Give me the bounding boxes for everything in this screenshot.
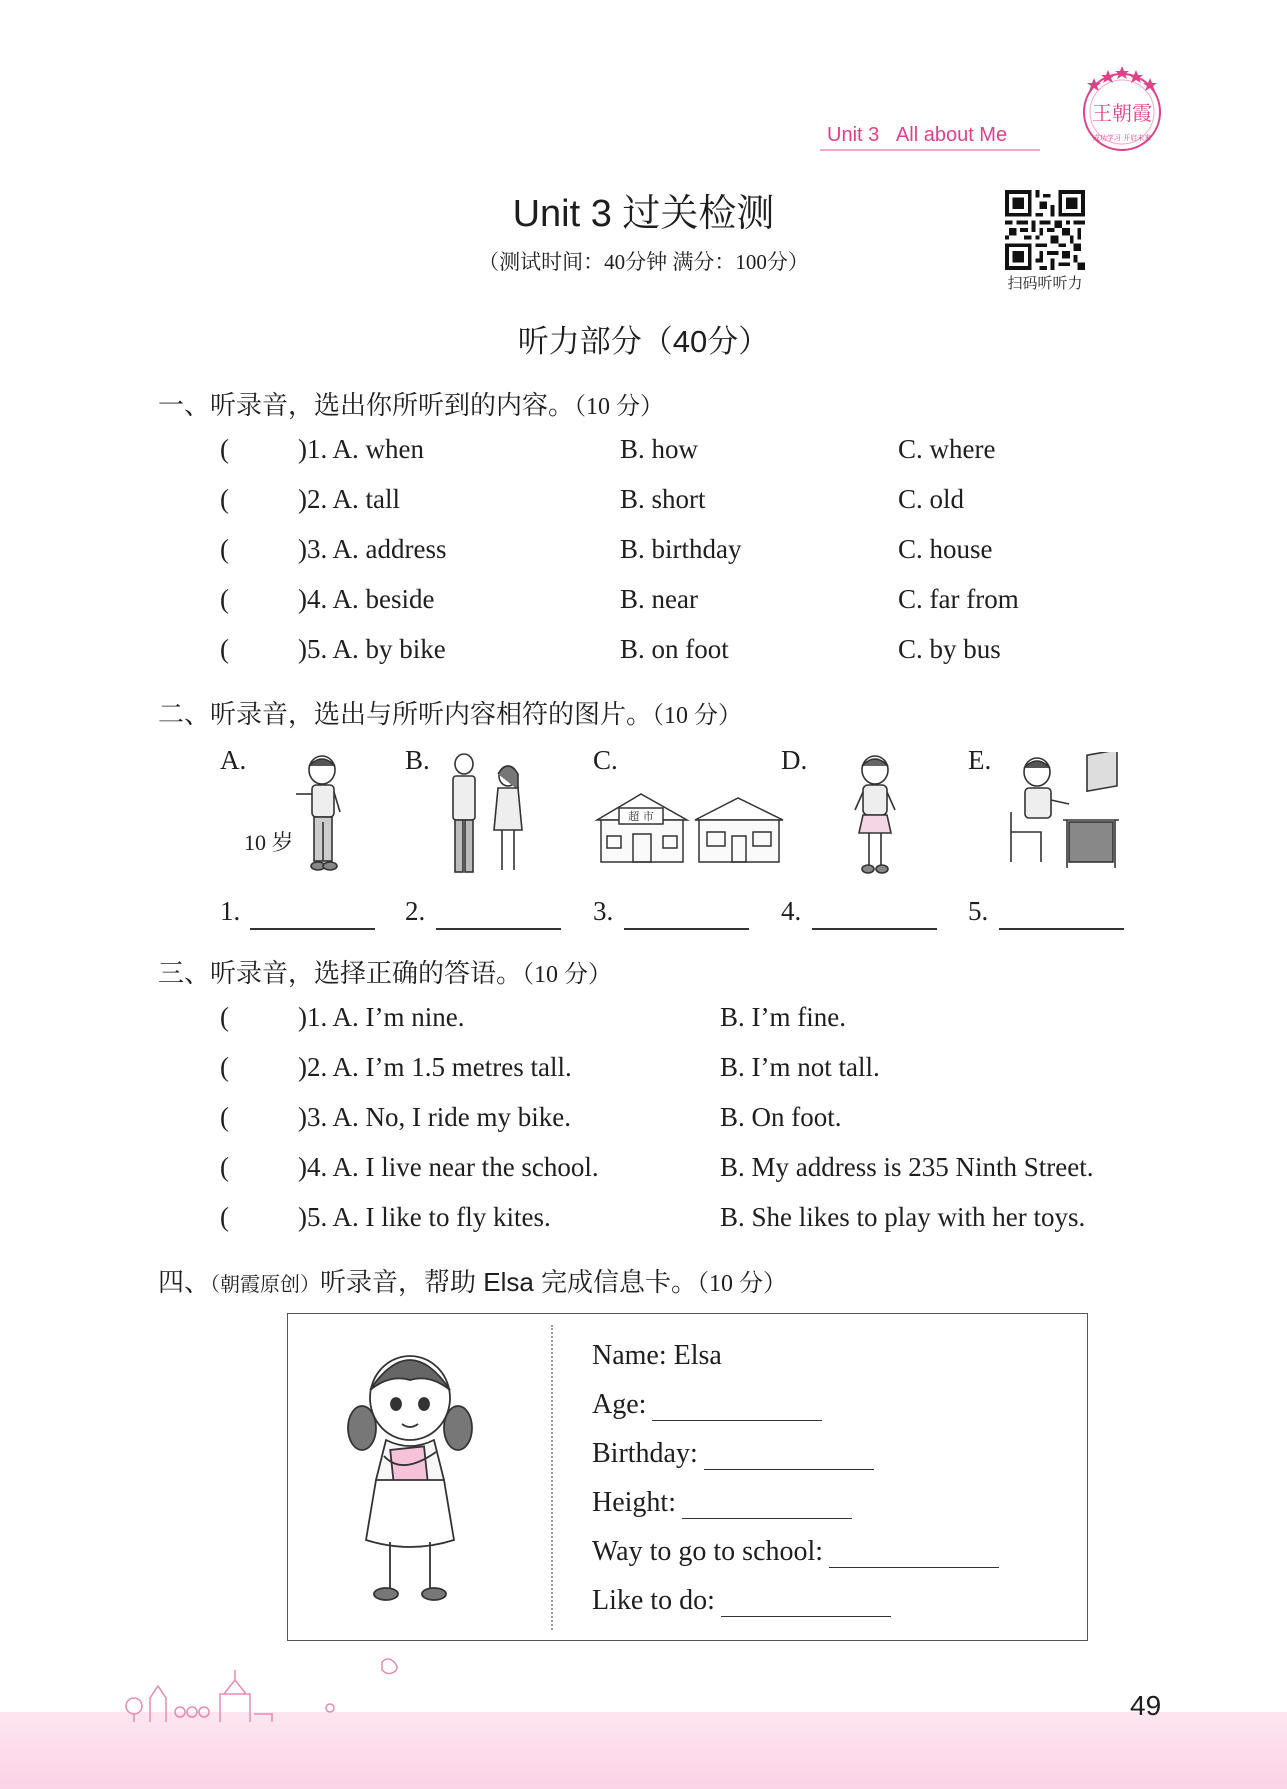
option-c: C. house	[898, 534, 993, 564]
height-blank[interactable]	[682, 1494, 852, 1519]
answer-blank[interactable]	[812, 926, 937, 930]
supermarket-sign: 超 市	[628, 810, 654, 823]
picture-label-a: A.	[220, 745, 247, 775]
blank-label: 3.	[593, 896, 614, 926]
blank-label: 5.	[968, 896, 989, 926]
section3-title-text: 三、听录音，选择正确的答语。	[158, 958, 523, 988]
supermarket-and-house-icon	[595, 790, 787, 866]
section4-prefix: 四、	[158, 1267, 211, 1297]
card-like-label: Like to do:	[592, 1585, 715, 1616]
answer-paren[interactable]: (	[220, 584, 229, 614]
section1-title	[158, 385, 664, 422]
answer-paren[interactable]: (	[220, 634, 229, 664]
option-a: )4. A. I live near the school.	[298, 1152, 599, 1182]
option-a: )1. A. I’m nine.	[298, 1002, 465, 1032]
option-b: B. She likes to play with her toys.	[720, 1202, 1086, 1232]
page-title: Unit 3 过关检测	[512, 193, 775, 235]
blank-label: 2.	[405, 896, 426, 926]
option-b: B. I’m fine.	[720, 1002, 846, 1032]
option-a: )5. A. I like to fly kites.	[298, 1202, 551, 1232]
card-way-label: Way to go to school:	[592, 1536, 824, 1567]
option-a: )5. A. by bike	[298, 634, 446, 664]
answer-blank[interactable]	[250, 926, 375, 930]
section4-title-text: 听录音，帮助 Elsa 完成信息卡。	[320, 1267, 698, 1297]
section2-title-text: 二、听录音，选出与所听内容相符的图片。	[158, 699, 653, 729]
picture-label-d: D.	[781, 745, 808, 775]
option-b: B. on foot	[620, 634, 729, 664]
girl-with-bag-icon	[845, 752, 905, 880]
option-c: C. by bus	[898, 634, 1001, 664]
like-blank[interactable]	[721, 1592, 891, 1617]
option-a: )2. A. I’m 1.5 metres tall.	[298, 1052, 572, 1082]
answer-paren[interactable]: (	[220, 1102, 229, 1132]
blank-label: 4.	[781, 896, 802, 926]
blank-label: 1.	[220, 896, 241, 926]
qr-label: 扫码听听力	[1007, 275, 1083, 292]
header-underline	[820, 149, 1040, 151]
option-a: )3. A. address	[298, 534, 447, 564]
option-c: C. old	[898, 484, 965, 514]
man-and-woman-icon	[442, 750, 532, 882]
option-b: B. On foot.	[720, 1102, 842, 1132]
option-b: B. My address is 235 Ninth Street.	[720, 1152, 1094, 1182]
card-way	[592, 1536, 999, 1568]
answer-paren[interactable]: (	[220, 1152, 229, 1182]
header-topic: All about Me	[895, 124, 1008, 146]
logo-subtext: 成功学习 开启未来	[1092, 134, 1152, 142]
card-name-text: Name: Elsa	[592, 1340, 722, 1371]
section3-title	[158, 953, 612, 990]
option-a: )3. A. No, I ride my bike.	[298, 1102, 571, 1132]
card-age	[592, 1389, 822, 1421]
answer-blank[interactable]	[436, 926, 561, 930]
answer-blank[interactable]	[624, 926, 749, 930]
section4-title	[158, 1262, 787, 1299]
age-caption: 10 岁	[244, 830, 294, 855]
option-b: B. how	[620, 434, 699, 464]
running-header	[827, 124, 1007, 147]
boy-at-computer-icon	[1003, 752, 1123, 880]
card-name	[592, 1340, 722, 1372]
answer-paren[interactable]: (	[220, 1002, 229, 1032]
girl-elsa-icon	[340, 1338, 480, 1618]
answer-paren[interactable]: (	[220, 534, 229, 564]
qr-code-icon[interactable]	[1005, 190, 1085, 270]
age-blank[interactable]	[652, 1396, 822, 1421]
logo-text: 王朝霞	[1092, 101, 1152, 125]
card-birthday-label: Birthday:	[592, 1438, 698, 1469]
way-blank[interactable]	[829, 1543, 999, 1568]
picture-label-b: B.	[405, 745, 430, 775]
footer-band	[0, 1712, 1287, 1789]
option-b: B. birthday	[620, 534, 742, 564]
card-like	[592, 1585, 891, 1617]
option-c: C. where	[898, 434, 996, 464]
option-b: B. near	[620, 584, 698, 614]
option-b: B. I’m not tall.	[720, 1052, 880, 1082]
answer-paren[interactable]: (	[220, 1202, 229, 1232]
section4-points: （10 分）	[697, 1271, 788, 1297]
header-unit: Unit 3	[827, 124, 880, 146]
card-height	[592, 1487, 852, 1519]
boy-pointing-icon	[290, 752, 350, 880]
card-height-label: Height:	[592, 1487, 676, 1518]
section3-points: （10 分）	[522, 962, 613, 988]
card-divider	[551, 1325, 553, 1630]
picture-label-c: C.	[593, 745, 618, 775]
picture-label-e: E.	[968, 745, 992, 775]
section2-points: （10 分）	[652, 703, 743, 729]
option-a: )4. A. beside	[298, 584, 435, 614]
card-birthday	[592, 1438, 874, 1470]
option-c: C. far from	[898, 584, 1019, 614]
option-b: B. short	[620, 484, 706, 514]
section2-title	[158, 694, 742, 731]
birthday-blank[interactable]	[704, 1445, 874, 1470]
section4-tag: （朝霞原创）	[210, 1274, 321, 1296]
listening-heading: 听力部分（40分）	[517, 324, 770, 359]
card-age-label: Age:	[592, 1389, 647, 1420]
option-a: )2. A. tall	[298, 484, 400, 514]
footer-decoration-icon	[120, 1650, 410, 1722]
answer-paren[interactable]: (	[220, 434, 229, 464]
publisher-logo	[1072, 60, 1172, 160]
page-number: 49	[1130, 1690, 1162, 1721]
answer-paren[interactable]: (	[220, 1052, 229, 1082]
section1-points: （10 分）	[574, 394, 665, 420]
page-subtitle: （测试时间：40分钟 满分：100分）	[478, 250, 809, 274]
answer-paren[interactable]: (	[220, 484, 229, 514]
option-a: )1. A. when	[298, 434, 424, 464]
section1-title-text: 一、听录音，选出你所听到的内容。	[158, 390, 575, 420]
answer-blank[interactable]	[999, 926, 1124, 930]
